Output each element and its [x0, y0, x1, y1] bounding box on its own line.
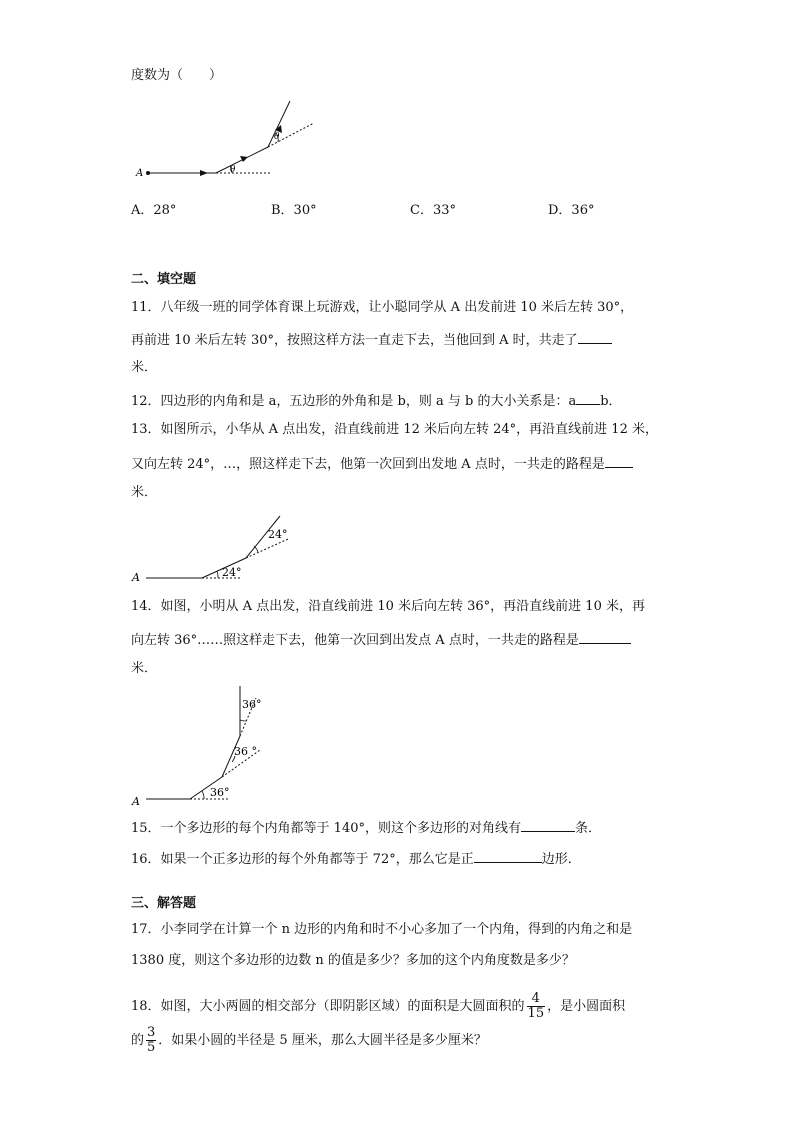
- q17-line-1: 17．小李同学在计算一个 n 边形的内角和时不小心多加了一个内角，得到的内角之和是: [131, 922, 633, 937]
- q14-line-3: 米．: [131, 661, 158, 676]
- q13-figure: [130, 512, 310, 584]
- q11-line-2-text: 再前进 10 米后左转 30°，按照这样方法一直走下去，当他回到 A 时，共走了: [131, 333, 578, 348]
- q14-angle-2: 36 °: [234, 745, 257, 758]
- q15-answer-blank[interactable]: [521, 818, 575, 832]
- q18-line-2-pre: 的: [131, 1033, 145, 1048]
- q14-line-2-text: 向左转 36°……照这样走下去，他第一次回到出发点 A 点时，一共走的路程是: [131, 633, 579, 648]
- q14-figure: [130, 684, 290, 808]
- q10-stem-tail: 度数为（ ）: [131, 68, 223, 83]
- q18-frac1-den: 15: [527, 1006, 545, 1021]
- q13-answer-blank[interactable]: [605, 454, 633, 468]
- q12-answer-blank[interactable]: [576, 391, 600, 405]
- q18-fraction-2: [146, 1026, 156, 1055]
- q18-line-1: [131, 992, 625, 1022]
- q14-answer-blank[interactable]: [579, 630, 631, 644]
- q10-angle-label-2: θ: [274, 132, 280, 142]
- q13-angle-2: 24°: [268, 528, 288, 541]
- q13-line-3: 米．: [131, 485, 158, 500]
- q12-pre: 12．四边形的内角和是 a，五边形的外角和是 b，则 a 与 b 的大小关系是：a: [131, 394, 577, 409]
- q16-answer-blank[interactable]: [474, 849, 542, 863]
- q13-line-1: 13．如图所示，小华从 A 点出发，沿直线前进 12 米后向左转 24°，再沿直线前进 12 米，: [131, 422, 658, 437]
- q14-angle-3: 36°: [242, 698, 262, 711]
- q10-angle-label-1: θ: [230, 165, 236, 175]
- q12-line: [131, 391, 622, 410]
- q15-post: 条．: [575, 821, 602, 836]
- q14-angle-1: 36°: [210, 786, 230, 799]
- q10-option-d: D．36°: [548, 203, 595, 218]
- q18-frac1-num: 4: [527, 992, 546, 1007]
- q10-option-a: A．28°: [131, 203, 177, 218]
- q13-line-2-text: 又向左转 24°，…，照这样走下去，他第一次回到出发地 A 点时，一共走的路程是: [131, 457, 605, 472]
- q14-line-1: 14．如图，小明从 A 点出发，沿直线前进 10 米后向左转 36°，再沿直线前进 10 米，再: [131, 599, 645, 614]
- q11-answer-blank[interactable]: [578, 330, 612, 344]
- q18-frac2-den: 5: [147, 1040, 156, 1055]
- q10-point-label: A: [136, 168, 144, 179]
- section-fill-in-title: 二、填空题: [131, 272, 197, 287]
- q14-point-label: A: [132, 795, 140, 808]
- q11-line-1: 11．八年级一班的同学体育课上玩游戏，让小聪同学从 A 出发前进 10 米后左转 30°，: [131, 300, 634, 315]
- q10-figure: [130, 95, 330, 185]
- section-solve-title: 三、解答题: [131, 896, 197, 911]
- q18-fraction-1: [527, 992, 546, 1021]
- q13-angle-1: 24°: [222, 566, 242, 579]
- q16-line: [131, 849, 581, 868]
- q14-line-2: [131, 630, 631, 649]
- q15-line: [131, 818, 601, 837]
- q11-line-3: 米．: [131, 360, 158, 375]
- q12-post: b．: [600, 394, 622, 409]
- q18-line-2-post: ．如果小圆的半径是 5 厘米，那么大圆半径是多少厘米？: [158, 1033, 487, 1048]
- q10-option-b: B．30°: [271, 203, 317, 218]
- q11-line-2: [131, 330, 612, 349]
- q18-line-2: [131, 1026, 487, 1056]
- q13-point-label: A: [132, 571, 140, 584]
- q13-line-2: [131, 454, 633, 473]
- q16-post: 边形．: [541, 852, 581, 867]
- q18-mid: ，是小圆面积: [547, 999, 626, 1014]
- q10-option-c: C．33°: [410, 203, 456, 218]
- q18-frac2-num: 3: [147, 1025, 156, 1040]
- q17-line-2: 1380 度，则这个多边形的边数 n 的值是多少？多加的这个内角度数是多少？: [131, 953, 575, 968]
- q15-pre: 15．一个多边形的每个内角都等于 140°，则这个多边形的对角线有: [131, 821, 521, 836]
- q18-pre: 18．如图，大小两圆的相交部分（即阴影区域）的面积是大圆面积的: [131, 999, 525, 1014]
- q16-pre: 16．如果一个正多边形的每个外角都等于 72°，那么它是正: [131, 852, 474, 867]
